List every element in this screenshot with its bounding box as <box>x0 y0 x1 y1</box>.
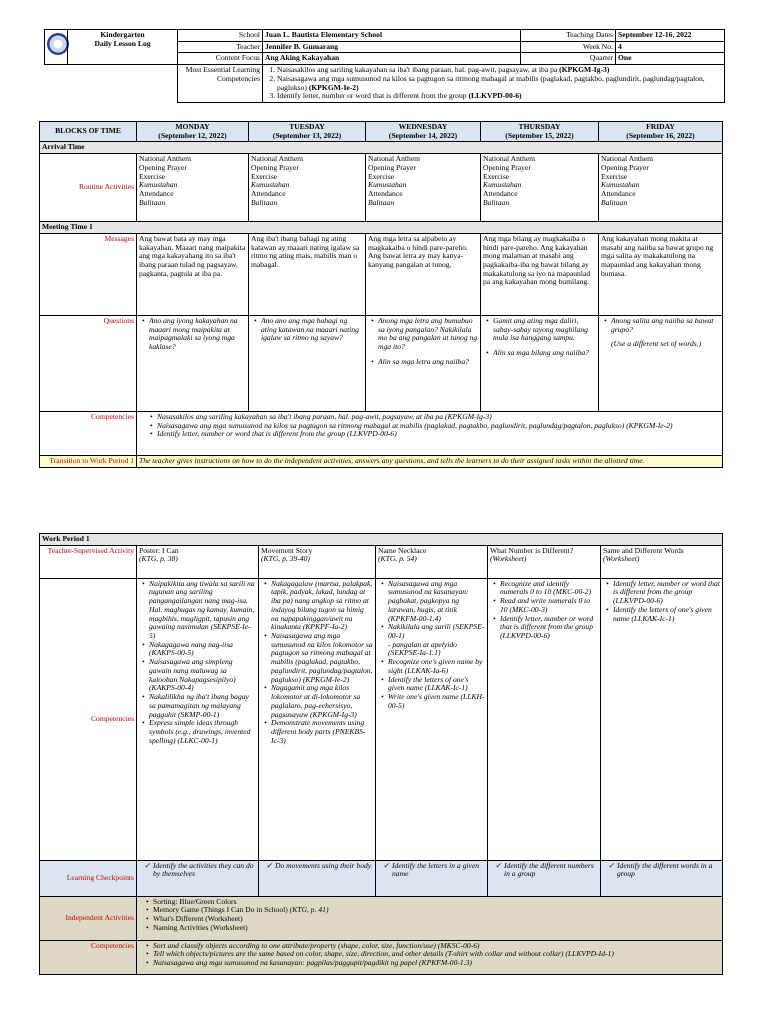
independent-item: • What's Different (Worksheet) <box>153 915 720 924</box>
mel-item: 3. Identify letter, number or word that is different from the group (LLKVPD-00-6) <box>277 92 722 101</box>
competency-item: • Naisasagawa ang mga sumusunod na kasanayan: pagpilas/paggupit/pagdikit ng papel (KPKFM-00-1.3) <box>153 959 720 968</box>
day-header-wednesday: WEDNESDAY (September 14, 2022) <box>366 122 481 142</box>
work-competencies-friday: • Identify letter, number or word that is different from the group (LLKVPD-00-6) • Identify the letters of one's given name (LLKAK-Ic-1) <box>601 578 723 860</box>
competency-item: • Sort and classify objects according to one attribute/property (shape, color, size, function/use) (MKSC-00-6) <box>153 942 720 951</box>
work-competencies-tuesday: • Nakagagalaw (martsa, palakpak, tapik, padyak, lakad, lundag at iba pa) nang angkop sa ritmo at indayog bilang tugon sa himig na napapakinggan/awit na kinakanta (KPKPF-Ia-2) • Naisasagawa ang mga sumusunod na kilos lokomotor sa pagtugon sa ritmong mabagal at mabilis (paglakad, pagtakbo, paglundirit, paglundag/pagtalon, paglukso) (KPKGM-Ie-2) • Nagagamit ang mga kilos lokomotor at di-lokomotor sa paglalaro, pag-eehersisyo, pagsasayaw (KPKGM-Ig-3) • Demonstrate movements using different body parts (PNEKBS-Ic-3) <box>259 578 376 860</box>
content-focus-value: Ang Aking Kakayahan <box>263 53 521 65</box>
message-monday: Ang bawat bata ay may mga kakayahan. Maaari nang maipakita ang mga kakayahang ito sa iba't ibang paraan tulad ng pagsayaw, pagkanta, pagtula at iba pa. <box>137 233 249 315</box>
mel-label: Most Essential Learning Competencies <box>178 65 263 103</box>
message-tuesday: Ang iba't ibang bahagi ng ating katawan ay maaari nating igalaw sa ritmo ng ating mais, mabilis man o mabagal. <box>249 233 366 315</box>
lesson-table-page2 <box>39 533 723 975</box>
arrival-time-header: Arrival Time <box>40 142 723 154</box>
checkpoint-friday: ✓ Identify the different words in a group <box>601 860 723 896</box>
day-header-friday: FRIDAY (September 16, 2022) <box>599 122 723 142</box>
message-wednesday: Ang mga letra sa alpabeto ay magkakaiba o hindi pare-pareho. Ang bawat letra ay may kanya-kanyang pangalan at tunog. <box>366 233 481 315</box>
messages-label: Messages <box>40 233 137 315</box>
ind-competencies-label: Competencies <box>40 940 137 974</box>
mel-item: 1. Naisasakilos ang sariling kakayahan sa iba't ibang paraan, hal. pag-awit, pagsayaw, at iba pa (KPKGM-Ig-3) <box>277 66 722 75</box>
teacher-value: Jennifer B. Gumarang <box>263 41 521 53</box>
work-competencies-monday: • Naipakikita ang tiwala sa sarili na tugunan ang sariling pangangailangan nang mag-isa. Hal. maghugas ng kamay, kumain, magbihis, magligpit, tapusin ang gawaing nasimulan (SEKPSE-Ie-5) • Nakagagawa nang nag-iisa (KAKPS-00-5) • Naisasagawa ang simpleng gawain nang maluwag sa kalooban Nakapagsesipilyo) (KAKPS-00-4) • Nakalilikha ng iba't ibang bagay sa pamamagitan ng malayang pagguhit (SKMP-00-1) • Express simple ideas through symbols (e.g., drawings, invented spelling) (LLKC-00-1) <box>137 578 259 860</box>
mel-item: 2. Naisasagawa ang mga sumusunod na kilos sa pagtugon sa ritmong mabagal at mabilis (paglakad, pagtakbo, paglundirit, paglundag/pagtalon, paglukso) (KPKGM-Ie-2) <box>277 75 722 92</box>
independent-item: • Naming Activities (Worksheet) <box>153 924 720 933</box>
routine-cell-thursday: National Anthem Opening Prayer Exercise Kumustahan Attendance Balitaan <box>481 154 599 222</box>
independent-activities <box>137 896 723 940</box>
checkpoint-thursday: ✓ Identify the different numbers in a group <box>488 860 601 896</box>
day-header-monday: MONDAY (September 12, 2022) <box>137 122 249 142</box>
tsa-thursday: What Number is Different? (Worksheet) <box>488 545 601 578</box>
meeting-time-header: Meeting Time 1 <box>40 222 723 234</box>
week-label: Week No. <box>521 41 616 53</box>
work-competencies-wednesday: • Naisasagawa ang mga sumusunod na kasanayan: pagbakat, pagkopya ng larawan, hugis, at titik (KPKFM-00-1.4) • Nakikilala ang sarili (SEKPSE-00-1) - pangalan at apelyido (SEKPSE-Ia-1.1) • Recognize one's given name by sight (LLKAK-Ia-6) • Identify the letters of one's given name (LLKAK-Ic-1) • Write one's given name (LLKH-00-5) <box>376 578 488 860</box>
school-value: Juan L. Bautista Elementary School <box>263 30 521 42</box>
meeting-competencies <box>137 411 723 455</box>
blocks-of-time-header: BLOCKS OF TIME <box>40 122 137 142</box>
questions-monday: • Ano ang iyong kakayahan na maaari mong maipakita at maipagmalaki sa iyong mga kaklase? <box>137 315 249 411</box>
questions-thursday: • Gamit ang ating mga daliri, sabay-sabay tayong magbilang mula isa hanggang sampu. • Alin sa mga bilang ang naiiba? <box>481 315 599 411</box>
questions-friday: • Anong salita ang naiiba sa bawat grupo? (Use a different set of words.) <box>599 315 723 411</box>
competency-item: • Nasasakilos ang sariling kakayahan sa iba't ibang paraan, hal. pag-awit, pagsayaw, at iba pa (KPKGM-Ig-3) <box>157 413 720 422</box>
work-period-header: Work Period 1 <box>40 534 723 546</box>
work-competencies-label: Competencies <box>40 578 137 860</box>
week-value: 4 <box>616 41 725 53</box>
lesson-table-page1 <box>39 121 723 468</box>
friday-note: (Use a different set of words.) <box>611 339 702 349</box>
work-competencies-thursday: • Recognize and identify numerals 0 to 10 (MKC-00-2) • Read and write numerals 0 to 10 (MKC-00-3) • Identify letter, number or word that is different from the group (LLKVPD-00-6) <box>488 578 601 860</box>
checkpoint-monday: ✓ Identify the activities they can do by themselves <box>137 860 259 896</box>
routine-cell-wednesday: National Anthem Opening Prayer Exercise Kumustahan Attendance Balitaan <box>366 154 481 222</box>
questions-label: Questions <box>40 315 137 411</box>
independent-label: Independent Activities <box>40 896 137 940</box>
mel-list <box>263 65 725 103</box>
checkpoints-label: Learning Checkpoints <box>40 860 137 896</box>
tsa-label: Teacher-Supervised Activity <box>40 545 137 578</box>
school-label: School <box>178 30 263 42</box>
tsa-friday: Same and Different Words (Worksheet) <box>601 545 723 578</box>
independent-competencies <box>137 940 723 974</box>
teaching-dates-value: September 12-16, 2022 <box>616 30 725 42</box>
meeting-competencies-label: Competencies <box>40 411 137 455</box>
log-title: Kindergarten Daily Lesson Log <box>68 30 178 65</box>
content-focus-label: Content Focus <box>178 53 263 65</box>
header-table <box>44 29 725 103</box>
deped-logo-cell <box>45 30 68 65</box>
routine-label: Routine Activities <box>40 154 137 222</box>
independent-item: • Memory Game (Things I Can Do in School) (KTG, p. 41) <box>153 906 720 915</box>
quarter-value: One <box>616 53 725 65</box>
quarter-label: Quarter <box>521 53 616 65</box>
deped-seal-icon <box>47 33 69 55</box>
teacher-label: Teacher <box>178 41 263 53</box>
transition-label: Transition to Work Period 1 <box>40 455 137 467</box>
day-header-tuesday: TUESDAY (September 13, 2022) <box>249 122 366 142</box>
transition-text: The teacher gives instructions on how to do the independent activities, answers any questions, and tells the learners to do their assigned tasks within the allotted time. <box>137 455 723 467</box>
tsa-tuesday: Movement Story (KTG, p. 39-40) <box>259 545 376 578</box>
competency-item: • Tell which objects/pictures are the same based on color, shape, size, direction, and other details (T-shirt with collar and without collar) (LLKVPD-Id-1) <box>153 950 720 959</box>
questions-tuesday: • Ano ano ang mga bahagi ng ating katawan na maaari nating igalaw sa ritmo ng sayaw? <box>249 315 366 411</box>
competency-item: • Naisasagawa ang mga sumusunod na kilos sa pagtugon sa ritmong mabagal at mabilis (paglakad, pagtakbo, paglundirit, paglundag/pagtalon, paglukso) (KPKGM-Ie-2) <box>157 422 720 431</box>
tsa-wednesday: Name Necklace (KTG, p. 54) <box>376 545 488 578</box>
routine-cell-tuesday: National Anthem Opening Prayer Exercise Kumustahan Attendance Balitaan <box>249 154 366 222</box>
day-header-thursday: THURSDAY (September 15, 2022) <box>481 122 599 142</box>
message-friday: Ang kakayahan mong makita at masabi ang naiiba sa bawat grupo ng mga salita ay makakatulong na mapaunlad ang kakayahan mong bumasa. <box>599 233 723 315</box>
checkpoint-wednesday: ✓ Identify the letters in a given name <box>376 860 488 896</box>
checkpoint-tuesday: ✓ Do movements using their body <box>259 860 376 896</box>
independent-item: • Sorting: Blue/Green Colors <box>153 898 720 907</box>
message-thursday: Ang mga bilang ay magkakaiba o hindi pare-pareho. Ang kakayahan mong malaman at masabi ang pagkakaiba-iba ng bawat bilang ay makakatulong sa iyo na mapaunlad pa ang kakayahan mong bumilang. <box>481 233 599 315</box>
teaching-dates-label: Teaching Dates <box>521 30 616 42</box>
competency-item: • Identify letter, number or word that is different from the group (LLKVPD-00-6) <box>157 430 720 439</box>
routine-cell-monday: National Anthem Opening Prayer Exercise Kumustahan Attendance Balitaan <box>137 154 249 222</box>
questions-wednesday: • Anong mga letra ang bumubuo sa iyong pangalan? Nakikilala mo ba ang pangalan at tunog ng mga ito? • Alin sa mga letra ang naiiba? <box>366 315 481 411</box>
tsa-monday: Poster: I Can (KTG, p. 38) <box>137 545 259 578</box>
routine-cell-friday: National Anthem Opening Prayer Exercise Kumustahan Attendance Balitaan <box>599 154 723 222</box>
